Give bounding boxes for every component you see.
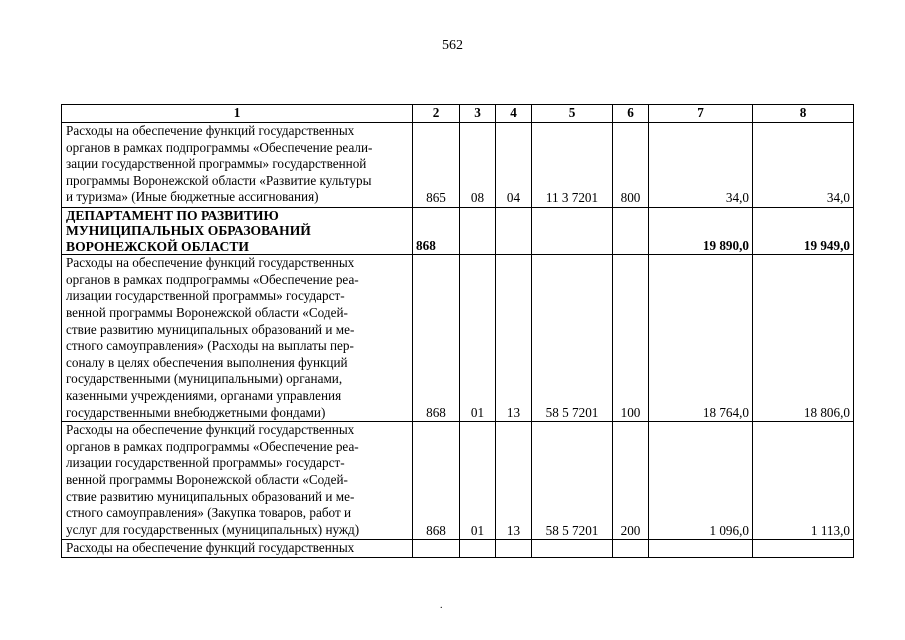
row-description: Расходы на обеспечение функций государственных органов в рамках подпрограммы «Обеспечение реа- лизации государственной программы» государст- венной программы Воронежской области «Содей- ствие развитию муниципальных образований и ме- стного самоуправления» (Закупка товаров, работ и услуг для государственных (муниципальных) нужд) <box>62 422 413 540</box>
table-row-department <box>62 208 854 255</box>
cell-expense-type <box>613 208 649 255</box>
cell-amount-col7: 19 890,0 <box>649 208 753 255</box>
budget-table <box>61 104 854 558</box>
cell-ministry-code: 865 <box>413 123 460 208</box>
column-header: 5 <box>532 105 613 123</box>
cell-ministry-code: 868 <box>413 208 460 255</box>
row-description: Расходы на обеспечение функций государственных <box>62 540 413 558</box>
column-header: 8 <box>753 105 854 123</box>
cell-expense-type: 800 <box>613 123 649 208</box>
cell-amount-col8: 1 113,0 <box>753 422 854 540</box>
cell-expense-type: 200 <box>613 422 649 540</box>
cell-amount-col8: 34,0 <box>753 123 854 208</box>
cell-expense-type <box>613 540 649 558</box>
row-description: Расходы на обеспечение функций государственных органов в рамках подпрограммы «Обеспечение реали- зации государственной программы» государственной программы Воронежской области «Развитие культуры и туризма» (Иные бюджетные ассигнования) <box>62 123 413 208</box>
column-header: 1 <box>62 105 413 123</box>
cell-target-article <box>532 208 613 255</box>
table-row <box>62 540 854 558</box>
cell-amount-col7 <box>649 540 753 558</box>
column-header: 7 <box>649 105 753 123</box>
column-header: 2 <box>413 105 460 123</box>
cell-target-article: 58 5 7201 <box>532 255 613 422</box>
cell-section: 01 <box>460 422 496 540</box>
cell-expense-type: 100 <box>613 255 649 422</box>
cell-amount-col8: 18 806,0 <box>753 255 854 422</box>
cell-section <box>460 540 496 558</box>
cell-ministry-code: 868 <box>413 422 460 540</box>
cell-amount-col7: 34,0 <box>649 123 753 208</box>
scan-dot: . <box>440 600 443 611</box>
table-row <box>62 255 854 422</box>
cell-amount-col8: 19 949,0 <box>753 208 854 255</box>
cell-section: 08 <box>460 123 496 208</box>
cell-amount-col8 <box>753 540 854 558</box>
cell-subsection: 13 <box>496 422 532 540</box>
cell-target-article <box>532 540 613 558</box>
table-row <box>62 422 854 540</box>
column-header: 4 <box>496 105 532 123</box>
cell-section: 01 <box>460 255 496 422</box>
table-header-row <box>62 105 854 123</box>
column-header: 3 <box>460 105 496 123</box>
cell-subsection: 13 <box>496 255 532 422</box>
cell-target-article: 58 5 7201 <box>532 422 613 540</box>
column-header: 6 <box>613 105 649 123</box>
cell-section <box>460 208 496 255</box>
cell-subsection: 04 <box>496 123 532 208</box>
cell-target-article: 11 3 7201 <box>532 123 613 208</box>
cell-subsection <box>496 540 532 558</box>
page-number: 562 <box>442 38 463 53</box>
cell-amount-col7: 1 096,0 <box>649 422 753 540</box>
cell-ministry-code: 868 <box>413 255 460 422</box>
cell-amount-col7: 18 764,0 <box>649 255 753 422</box>
cell-ministry-code <box>413 540 460 558</box>
row-description: ДЕПАРТАМЕНТ ПО РАЗВИТИЮ МУНИЦИПАЛЬНЫХ ОБРАЗОВАНИЙ ВОРОНЕЖСКОЙ ОБЛАСТИ <box>62 208 413 255</box>
cell-subsection <box>496 208 532 255</box>
row-description: Расходы на обеспечение функций государственных органов в рамках подпрограммы «Обеспечение реа- лизации государственной программы» государст- венной программы Воронежской области «Содей- ствие развитию муниципальных образований и ме- стного самоуправления» (Расходы на выплаты пер- соналу в целях обеспечения выполнения функций государственными (муниципальными) органами, казенными учреждениями, органами управления государственными внебюджетными фондами) <box>62 255 413 422</box>
table-row <box>62 123 854 208</box>
